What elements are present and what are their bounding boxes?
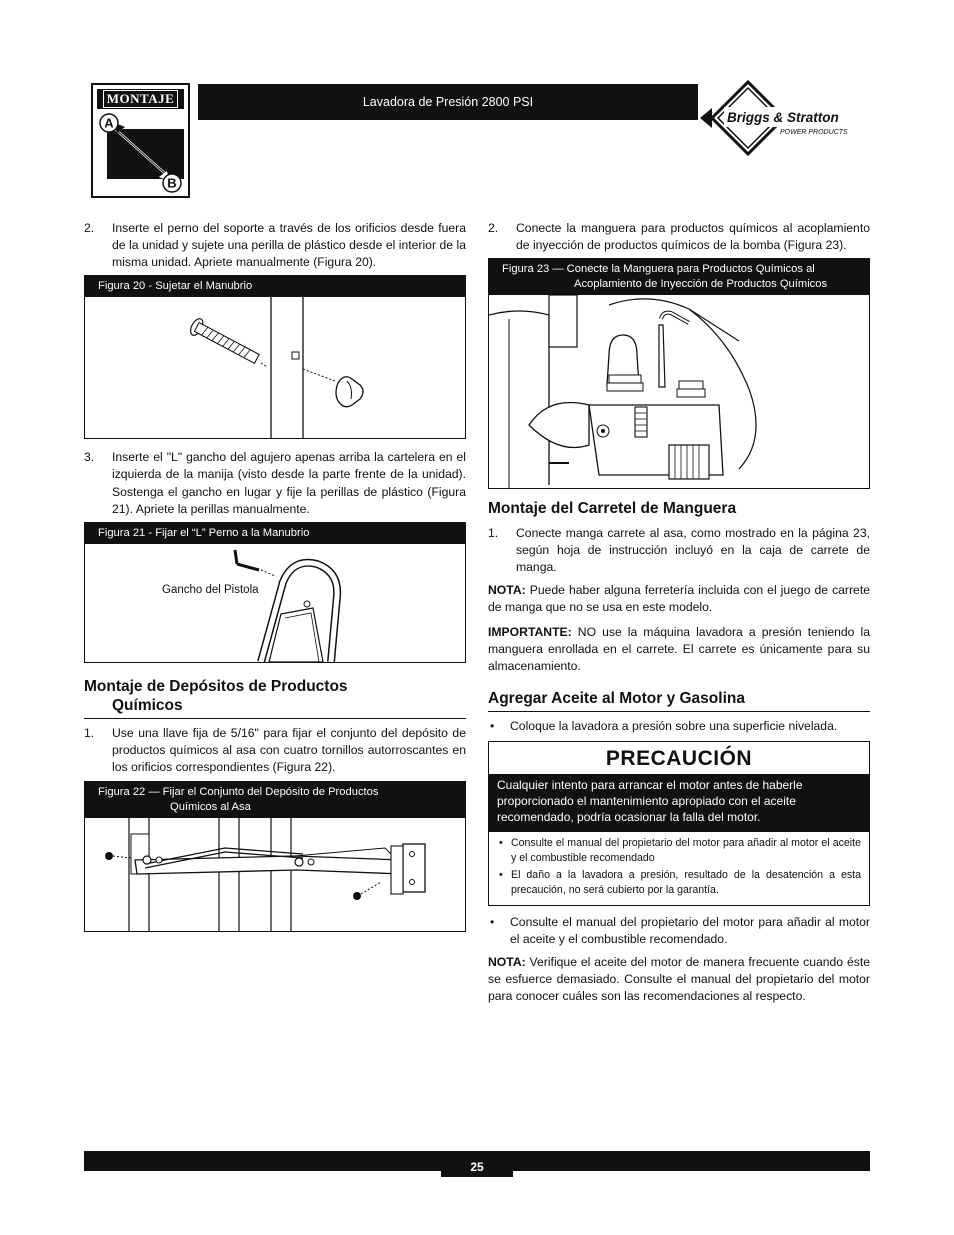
- step-connect-hose: 2. Conecte la manguera para productos químicos al acoplamiento de inyección de productos químicos de la bomba (Figura 23).: [488, 221, 870, 253]
- figure-21-label: Gancho del Pistola: [162, 583, 259, 596]
- l-hook-illustration: [85, 544, 465, 662]
- figure-22: [84, 781, 466, 932]
- svg-text:POWER PRODUCTS: POWER PRODUCTS: [780, 129, 848, 136]
- step-hose-reel: 1. Conecte manga carrete al asa, como mostrado en la página 23, según hoja de instrucción incluyó en la caja de carrete de manga.: [488, 525, 870, 574]
- section-label: MONTAJE: [97, 89, 184, 109]
- heading-hose-reel: Montaje del Carretel de Manguera: [488, 500, 737, 518]
- svg-text:A: A: [104, 115, 114, 131]
- briggs-stratton-logo: [698, 80, 870, 156]
- heading-chemical-tank: Montaje de Depósitos de Productos Químicos: [84, 677, 466, 719]
- figure-22-caption: Figura 22 — Fijar el Conjunto del Depósito de Productos Químicos al Asa: [85, 782, 465, 818]
- document-title: Lavadora de Presión 2800 PSI: [198, 84, 698, 120]
- svg-text:B: B: [167, 175, 177, 191]
- page-number: 25: [441, 1155, 513, 1177]
- step-insert-hook: 3. Inserte el "L" gancho del agujero apenas arriba la cartelera en el izquierda de la manija (visto desde la parte frente de la unidad). Sostenga el gancho en lugar y fije la perillas de plástico (Figura 21). Apriete la perillas manualmente.: [84, 450, 466, 516]
- figure-23-caption: Figura 23 — Conecte la Manguera para Productos Químicos al Acoplamiento de Inyección de Productos Químicos: [489, 259, 869, 295]
- figure-23: [488, 258, 870, 489]
- left-column: [84, 220, 466, 942]
- figure-21: [84, 522, 466, 663]
- a-to-b-diagram-icon: [97, 113, 184, 194]
- note-check-oil: NOTA: Verifique el aceite del motor de manera frecuente cuando éste se esfuerce demasiado. Consulte el manual del propietario del motor para conocer cuáles son las recomendaciones al respecto.: [488, 955, 870, 1004]
- note-hardware: NOTA: Puede haber alguna ferretería incluida con el juego de carrete de manga que no se usa en este modelo.: [488, 582, 870, 615]
- chemical-hose-illustration: [489, 295, 869, 488]
- list-item: • Consulte el manual del propietario del motor para añadir al motor el aceite y el combustible recomendado: [499, 836, 861, 864]
- bullet-level-surface: • Coloque la lavadora a presión sobre una superficie nivelada.: [490, 718, 838, 733]
- figure-21-caption: Figura 21 - Fijar el “L” Perno a la Manubrio: [85, 523, 465, 544]
- important-reel: IMPORTANTE: NO use la máquina lavadora a presión teniendo la manguera enrollada en el carrete. El carrete es únicamente para su almacenamiento.: [488, 625, 870, 674]
- bullet-consult-manual: • Consulte el manual del propietario del motor para añadir al motor el aceite y el combustible recomendado.: [490, 915, 870, 947]
- caution-title: PRECAUCIÓN: [605, 746, 753, 770]
- step-insert-bolt: 2. Inserte el perno del soporte a través de los orificios desde fuera de la unidad y sujete una perilla de plástico desde el interior de la misma unidad. Apriete manualmente (Figura 20).: [84, 221, 466, 270]
- caution-list: [489, 832, 869, 905]
- tank-bracket-illustration: [85, 818, 465, 931]
- step-attach-tank: 1. Use una llave fija de 5/16" para fijar el conjunto del depósito de productos químicos al asa con cuatro tornillos autorroscantes en los orificios correspondientes (Figura 22).: [84, 725, 466, 774]
- caution-box: [488, 741, 870, 906]
- section-badge: [91, 83, 190, 198]
- heading-oil-fuel: Agregar Aceite al Motor y Gasolina: [488, 689, 870, 711]
- figure-20-caption: Figura 20 - Sujetar el Manubrio: [85, 276, 465, 297]
- handle-bolt-illustration: [85, 297, 465, 438]
- right-column: [488, 220, 870, 1013]
- caution-warning: Cualquier intento para arrancar el motor antes de haberle proporcionado el mantenimiento apropiado con el aceite recomendado, podría ocasionar la falla del motor.: [489, 774, 869, 831]
- figure-20: [84, 275, 466, 439]
- svg-text:Briggs & Stratton: Briggs & Stratton: [727, 110, 839, 125]
- list-item: • El daño a la lavadora a presión, resultado de la desatención a esta precaución, no será cubierto por la garantía.: [499, 869, 861, 897]
